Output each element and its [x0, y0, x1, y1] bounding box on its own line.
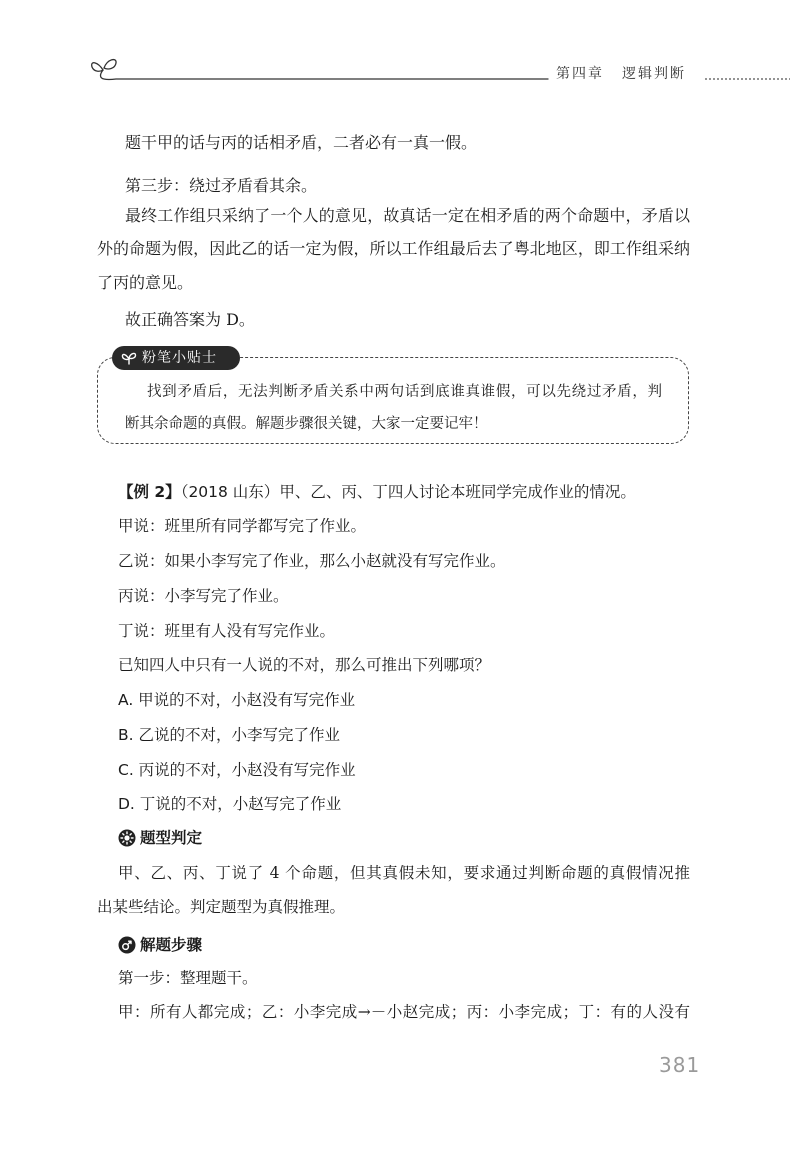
- step-circle-icon: [118, 936, 136, 954]
- example-stem: [118, 481, 636, 503]
- analysis-line: 出某些结论。判定题型为真假推理。: [97, 898, 346, 916]
- step-one-detail: 甲：所有人都完成；乙：小李完成→－小赵完成；丙：小李完成；丁：有的人没有: [118, 1003, 690, 1021]
- statement-line: 乙说：如果小李写完了作业，那么小赵就没有写完作业。: [118, 552, 506, 570]
- statement-line: 甲说：班里所有同学都写完了作业。: [118, 517, 367, 535]
- question-line: 已知四人中只有一人说的不对，那么可推出下列哪项？: [118, 656, 491, 674]
- option-d: D. 丁说的不对，小赵写完了作业: [118, 795, 342, 813]
- steps-heading: 解题步骤: [140, 936, 203, 954]
- paragraph-line: 最终工作组只采纳了一个人的意见，故真话一定在相矛盾的两个命题中，矛盾以: [125, 206, 690, 225]
- tip-label-badge: [112, 346, 240, 370]
- paragraph: 题干甲的话与丙的话相矛盾，二者必有一真一假。: [125, 133, 478, 152]
- sun-icon: [118, 829, 136, 847]
- sprout-icon: [121, 351, 137, 365]
- statement-line: 丁说：班里有人没有写完作业。: [118, 622, 336, 640]
- example-tag: 【例 2】: [118, 483, 181, 501]
- analysis-line: 甲、乙、丙、丁说了 4 个命题，但其真假未知，要求通过判断命题的真假情况推: [118, 864, 690, 882]
- page-number: 381: [659, 1053, 701, 1077]
- option-a: A. 甲说的不对，小赵没有写完作业: [118, 691, 356, 709]
- option-c: C. 丙说的不对，小赵没有写完作业: [118, 761, 356, 779]
- step-one-line: 第一步：整理题干。: [118, 969, 258, 987]
- sprout-icon: [92, 60, 548, 80]
- step-three-line: 第三步：绕过矛盾看其余。: [125, 176, 318, 195]
- answer-line: 故正确答案为 D。: [125, 310, 255, 329]
- option-b: B. 乙说的不对，小李写完了作业: [118, 726, 340, 744]
- example-stem-text: 甲、乙、丙、丁四人讨论本班同学完成作业的情况。: [279, 483, 636, 501]
- paragraph-line: 外的命题为假，因此乙的话一定为假，所以工作组最后去了粤北地区，即工作组采纳: [97, 239, 690, 258]
- section-label: 逻辑判断: [622, 66, 686, 82]
- tip-line: 找到矛盾后，无法判断矛盾关系中两句话到底谁真谁假，可以先绕过矛盾，判: [147, 384, 662, 400]
- type-heading: 题型判定: [140, 829, 203, 847]
- tip-label: 粉笔小贴士: [142, 350, 217, 366]
- paragraph-line: 了丙的意见。: [97, 273, 194, 292]
- chapter-label: 第四章: [556, 66, 604, 82]
- example-source: （2018 山东）: [180, 483, 280, 501]
- statement-line: 丙说：小李写完了作业。: [118, 587, 289, 605]
- tip-line: 断其余命题的真假。解题步骤很关键，大家一定要记牢！: [125, 416, 488, 432]
